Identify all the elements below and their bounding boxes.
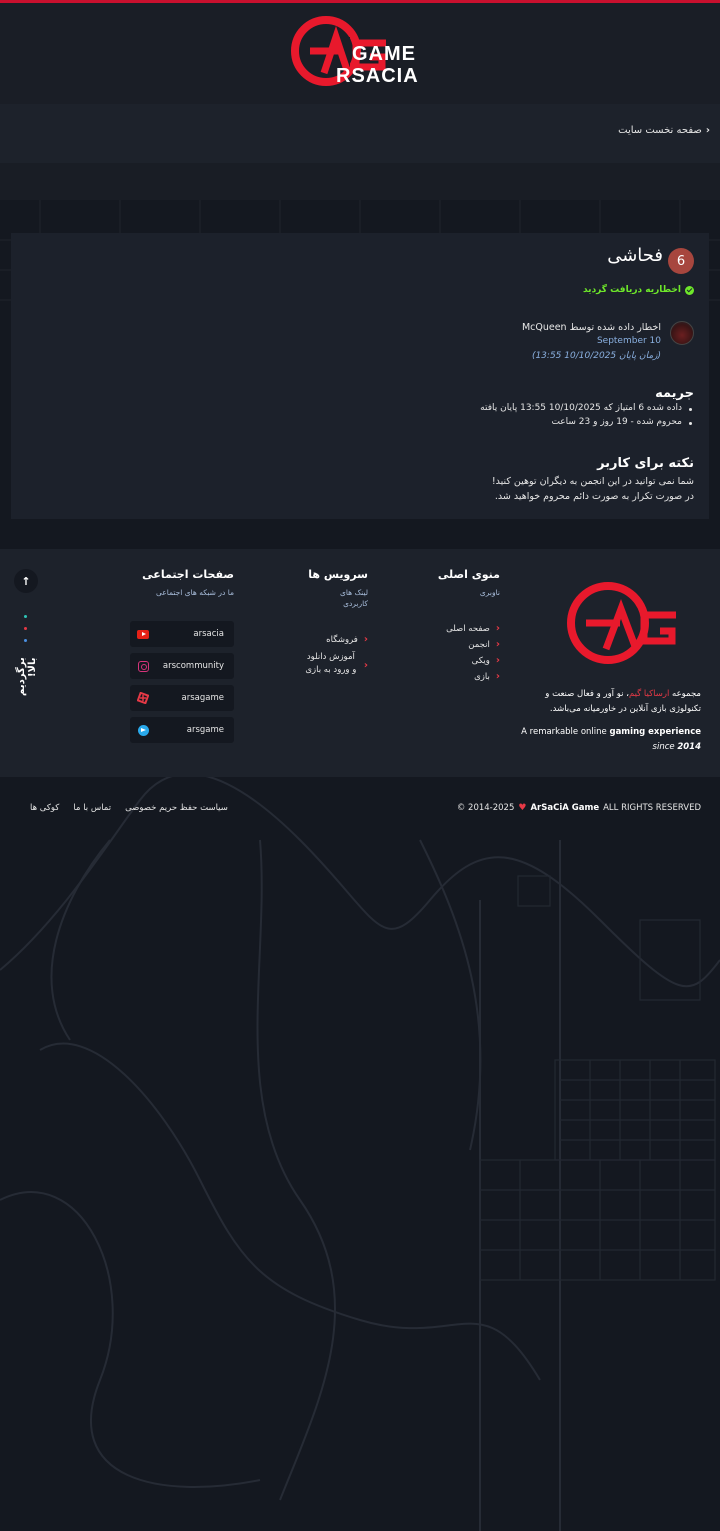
warning-card	[11, 233, 709, 519]
site-header	[0, 3, 720, 104]
contact-link[interactable]: تماس با ما	[73, 803, 112, 813]
instagram-icon	[137, 660, 149, 672]
social-title: صفحات اجتماعی	[142, 568, 234, 581]
penalty-title: جریمه	[655, 386, 694, 401]
chevron-left-icon: ‹	[363, 634, 368, 645]
breadcrumb-home[interactable]: صفحه نخست سایت	[618, 125, 702, 136]
chevron-left-icon: ‹	[495, 671, 500, 682]
menu-item-wiki[interactable]: ‹ ویکی	[471, 655, 500, 666]
footer-links	[30, 803, 228, 813]
chevron-left-icon: ‹	[363, 660, 368, 671]
menu-item-home[interactable]: ‹ صفحه اصلی	[446, 623, 500, 634]
warning-status	[583, 285, 694, 295]
back-to-top-label[interactable]: برگردیم بالا!	[16, 657, 38, 696]
note-line: شما نمی توانید در این انجمن به دیگران توهین کنید!	[491, 476, 694, 487]
youtube-icon	[137, 628, 149, 640]
services-title: سرویس ها	[308, 568, 368, 581]
social-link-arsagame[interactable]: arsagame	[130, 685, 234, 711]
logo-text-arsacia: RSACIA	[336, 65, 419, 87]
main-menu-subtitle: ناوبری	[479, 588, 500, 597]
social-subtitle: ما در شبکه های اجتماعی	[156, 588, 234, 597]
social-link-telegram[interactable]: arsgame	[130, 717, 234, 743]
sub-bar	[0, 163, 720, 200]
warning-end-time: (زمان پایان 10/10/2025 13:55)	[531, 351, 661, 361]
warning-status-text: اخطاریه دریافت گردید	[582, 285, 681, 295]
menu-item-shop[interactable]: ‹ فروشگاه	[326, 634, 368, 645]
cookies-link[interactable]: کوکی ها	[30, 803, 60, 813]
list-item: داده شده 6 امتیاز که 10/10/2025 13:55 پایان یافته	[480, 403, 694, 413]
footer-tagline: A remarkable online gaming experience since 2014	[521, 727, 701, 752]
copyright-rights: ALL RIGHTS RESERVED	[603, 803, 701, 813]
site-footer	[0, 549, 720, 777]
breadcrumb[interactable]	[618, 125, 710, 136]
brand-name: ارساکیا گیم	[628, 689, 670, 699]
back-to-top-button[interactable]	[14, 569, 38, 593]
check-circle-icon	[685, 286, 694, 295]
breadcrumb-bar	[0, 104, 720, 163]
copyright-year: © 2014-2025	[456, 803, 515, 813]
note-text	[274, 474, 694, 504]
penalty-list	[480, 403, 694, 431]
avatar[interactable]	[670, 321, 694, 345]
list-item: محروم شده - 19 روز و 23 ساعت	[480, 417, 694, 427]
chevron-left-icon: ‹	[495, 639, 500, 650]
decorative-dots	[24, 615, 28, 651]
chevron-right-icon: ‹	[705, 125, 710, 136]
dot	[24, 615, 27, 618]
note-title: نکته برای کاربر	[597, 456, 694, 471]
menu-item-forum[interactable]: ‹ انجمن	[468, 639, 500, 650]
heart-icon: ♥	[518, 803, 527, 813]
menu-item-tutorial[interactable]: ‹ آموزش دانلود و ورود به بازی	[305, 652, 368, 675]
main-menu-title: منوی اصلی	[437, 568, 500, 581]
social-link-instagram[interactable]: arscommunity	[130, 653, 234, 679]
dot	[24, 639, 27, 642]
arrow-up-icon: ↑	[21, 574, 31, 588]
note-line: در صورت تکرار به صورت دائم محروم خواهید شد.	[494, 491, 694, 502]
warning-points-badge: 6	[668, 248, 694, 274]
copyright-brand: ArSaCiA Game	[530, 803, 600, 813]
telegram-icon	[137, 724, 149, 736]
arsagame-icon	[137, 692, 149, 704]
services-subtitle: لینک های کاربردی	[339, 588, 368, 608]
privacy-link[interactable]: سیاست حفظ حریم خصوصی	[125, 803, 228, 813]
dot	[24, 627, 27, 630]
chevron-left-icon: ‹	[495, 655, 500, 666]
social-link-youtube[interactable]: arsacia	[130, 621, 234, 647]
copyright	[457, 803, 701, 813]
logo-text-game: GAME	[352, 43, 416, 65]
warning-title: فحاشی	[607, 245, 663, 266]
menu-item-game[interactable]: ‹ بازی	[474, 671, 500, 682]
chevron-left-icon: ‹	[495, 623, 500, 634]
warning-date: September 10	[596, 336, 661, 346]
main-menu	[446, 624, 500, 688]
footer-logo-icon	[564, 579, 679, 671]
footer-description: مجموعه ارساکیا گیم، نو آور و فعال صنعت و تکنولوژی بازی آنلاین در خاورمیانه می‌باشد.	[545, 689, 701, 714]
top-accent-line	[0, 0, 720, 3]
warning-issuer: اخطار داده شده توسط McQueen	[521, 322, 661, 333]
services-menu	[304, 635, 368, 683]
